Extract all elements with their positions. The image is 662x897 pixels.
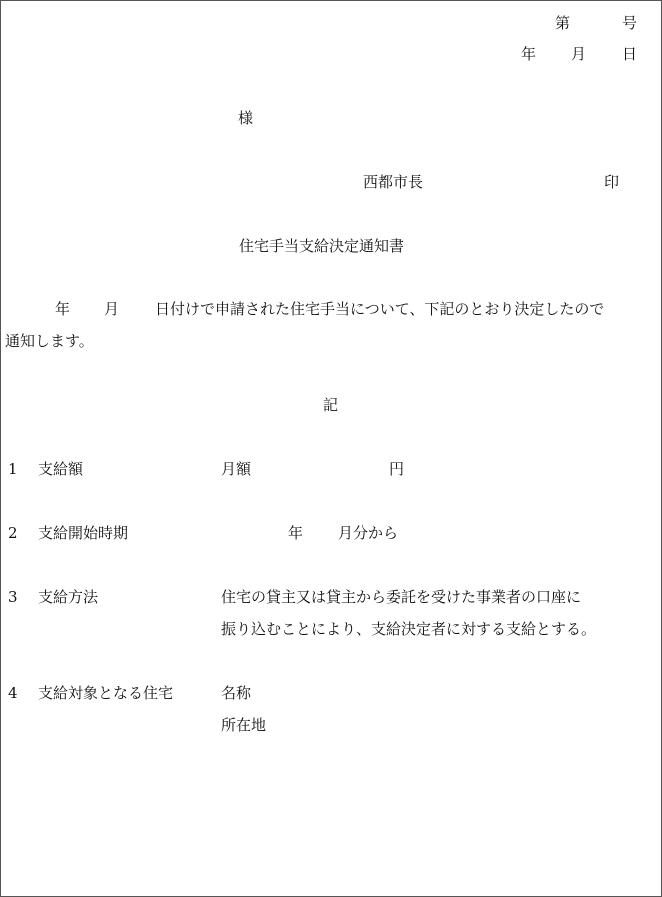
item-label: 支給額 [38, 460, 84, 478]
item-value-unit: 月分から [338, 524, 399, 542]
date-month: 月 [571, 45, 587, 63]
item-number: 1 [8, 460, 18, 478]
item-value-unit: 円 [389, 460, 405, 478]
item-value: 月額 [221, 460, 252, 478]
item-label: 支給開始時期 [38, 524, 129, 542]
item-value-line2: 振り込むことにより、支給決定者に対する支給とする。 [221, 620, 597, 638]
ki-heading: 記 [323, 396, 339, 414]
document-title: 住宅手当支給決定通知書 [239, 237, 405, 255]
item-number: 2 [8, 524, 18, 542]
item-label: 支給方法 [38, 588, 99, 606]
item-number: 4 [8, 684, 18, 702]
item-label: 支給対象となる住宅 [38, 684, 174, 702]
date-year: 年 [521, 45, 537, 63]
number-dai: 第 [555, 14, 571, 32]
item-value: 年 [288, 524, 304, 542]
sender-name: 西都市長 [363, 173, 424, 191]
date-day: 日 [622, 45, 638, 63]
item-value-line1: 住宅の貸主又は貸主から委託を受けた事業者の口座に [221, 588, 582, 606]
item-number: 3 [8, 588, 18, 606]
body-year: 年 [55, 300, 71, 318]
number-go: 号 [622, 14, 638, 32]
item-value-line1: 名称 [221, 684, 252, 702]
seal-mark: 印 [604, 173, 620, 191]
body-text-line2: 通知します。 [5, 332, 94, 350]
body-month: 月 [104, 300, 120, 318]
addressee-sama: 様 [238, 109, 254, 127]
item-value-line2: 所在地 [221, 716, 267, 734]
body-text-line1: 日付けで申請された住宅手当について、下記のとおり決定したので [155, 300, 605, 318]
